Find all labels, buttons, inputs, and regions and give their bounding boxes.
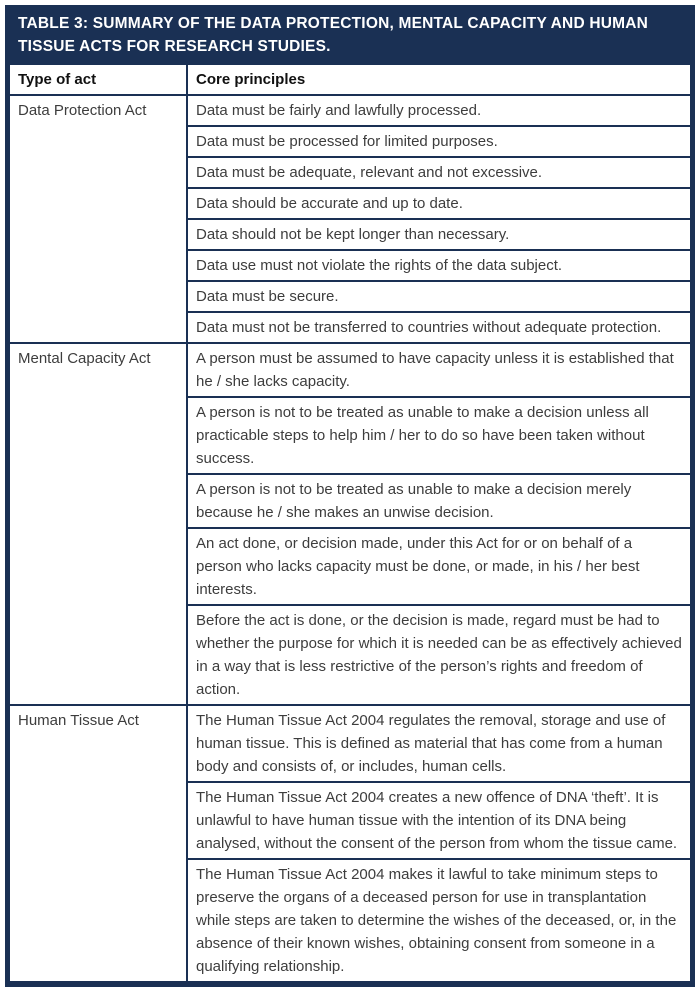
summary-table <box>5 5 695 987</box>
table-row <box>9 705 691 782</box>
principle-cell: Data must be fairly and lawfully processed. <box>187 95 691 126</box>
act-cell-human-tissue: Human Tissue Act <box>9 705 187 982</box>
principle-cell: Before the act is done, or the decision is made, regard must be had to whether the purpose for which it is needed can be as effectively achieved in a way that is less restrictive of the person’s rights and freedom of action. <box>187 605 691 705</box>
principle-cell: Data use must not violate the rights of the data subject. <box>187 250 691 281</box>
act-cell-mental-capacity: Mental Capacity Act <box>9 343 187 705</box>
principle-cell: Data should not be kept longer than necessary. <box>187 219 691 250</box>
principle-cell: An act done, or decision made, under this Act for or on behalf of a person who lacks capacity must be done, or made, in his / her best interests. <box>187 528 691 605</box>
principle-cell: Data must be processed for limited purposes. <box>187 126 691 157</box>
table-title: TABLE 3: SUMMARY OF THE DATA PROTECTION, MENTAL CAPACITY AND HUMAN TISSUE ACTS FOR RESEARCH STUDIES. <box>8 8 692 63</box>
principle-cell: Data should be accurate and up to date. <box>187 188 691 219</box>
column-header-core-principles: Core principles <box>187 64 691 95</box>
principle-cell: A person is not to be treated as unable to make a decision unless all practicable steps to help him / her to do so have been taken without success. <box>187 397 691 474</box>
act-cell-data-protection: Data Protection Act <box>9 95 187 343</box>
table-row <box>9 95 691 126</box>
column-header-type-of-act: Type of act <box>9 64 187 95</box>
principle-cell: A person must be assumed to have capacity unless it is established that he / she lacks capacity. <box>187 343 691 397</box>
header-row <box>9 64 691 95</box>
principle-cell: Data must be adequate, relevant and not excessive. <box>187 157 691 188</box>
principle-cell: The Human Tissue Act 2004 makes it lawful to take minimum steps to preserve the organs of a deceased person for use in transplantation while steps are taken to determine the wishes of the deceased, or, in the absence of their known wishes, obtaining consent from someone in a qualifying relationship. <box>187 859 691 982</box>
table-row <box>9 343 691 397</box>
principle-cell: A person is not to be treated as unable to make a decision merely because he / she makes an unwise decision. <box>187 474 691 528</box>
principle-cell: Data must be secure. <box>187 281 691 312</box>
principle-cell: Data must not be transferred to countries without adequate protection. <box>187 312 691 343</box>
principle-cell: The Human Tissue Act 2004 regulates the removal, storage and use of human tissue. This is defined as material that has come from a human body and consists of, or includes, human cells. <box>187 705 691 782</box>
principle-cell: The Human Tissue Act 2004 creates a new offence of DNA ‘theft’. It is unlawful to have human tissue with the intention of its DNA being analysed, without the consent of the person from whom the tissue came. <box>187 782 691 859</box>
acts-table <box>8 63 692 983</box>
